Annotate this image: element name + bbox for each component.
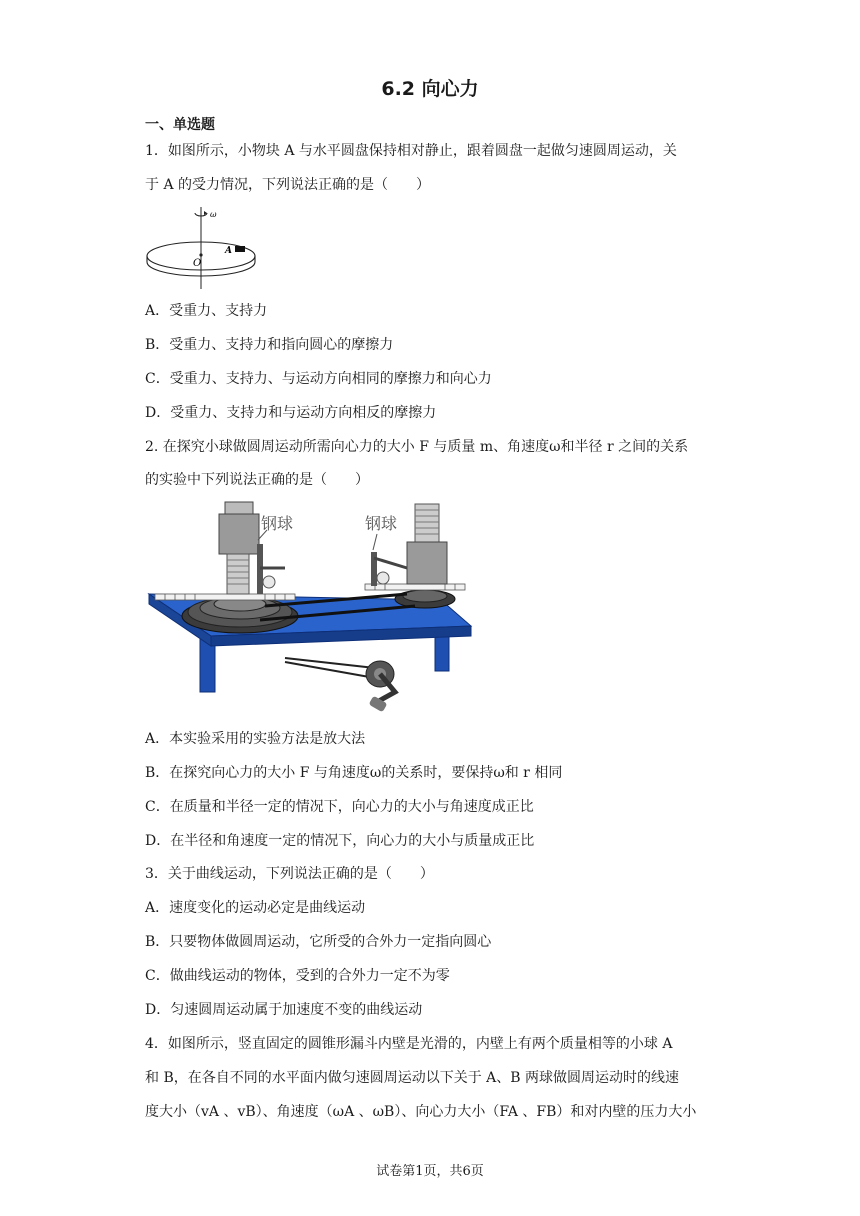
page-footer: 试卷第1页，共6页 [376,1164,484,1179]
q3-option-c: C．做曲线运动的物体，受到的合外力一定不为零 [145,968,450,984]
q2-apparatus-figure [145,496,475,714]
q2-option-a: A．本实验采用的实验方法是放大法 [145,731,366,747]
q2-stem-line1: 2. 在探究小球做圆周运动所需向心力的大小 F 与质量 m、角速度ω和半径 r 之间的关系 [145,439,689,455]
q1-option-a: A．受重力、支持力 [145,303,268,319]
section-heading: 一、单选题 [145,117,215,133]
q4-stem-line1: 4．如图所示，竖直固定的圆锥形漏斗内壁是光滑的，内壁上有两个质量相等的小球 A [145,1036,673,1052]
q3-option-a: A．速度变化的运动必定是曲线运动 [145,900,366,916]
q1-stem-line1: 1．如图所示，小物块 A 与水平圆盘保持相对静止，跟着圆盘一起做匀速圆周运动，关 [145,143,677,159]
q2-option-d: D．在半径和角速度一定的情况下，向心力的大小与质量成正比 [145,833,535,849]
q4-stem-line2: 和 B，在各自不同的水平面内做匀速圆周运动以下关于 A、B 两球做圆周运动时的线速 [145,1070,680,1086]
q2-stem-line2: 的实验中下列说法正确的是（ ） [145,472,369,488]
q1-option-b: B．受重力、支持力和指向圆心的摩擦力 [145,337,394,353]
block-a [235,246,245,252]
q2-option-c: C．在质量和半径一定的情况下，向心力的大小与角速度成正比 [145,799,534,815]
q1-stem-line2: 于 A 的受力情况，下列说法正确的是（ ） [145,177,431,193]
center-o-label: O [193,258,202,269]
q3-option-b: B．只要物体做圆周运动，它所受的合外力一定指向圆心 [145,934,492,950]
q3-option-d: D．匀速圆周运动属于加速度不变的曲线运动 [145,1002,423,1018]
q1-option-d: D．受重力、支持力和与运动方向相反的摩擦力 [145,405,437,421]
block-a-label: A [225,246,232,256]
q4-stem-line3: 度大小（vA 、vB）、角速度（ωA 、ωB）、向心力大小（FA 、FB）和对内壁的压力大小 [145,1104,697,1120]
steel-ball-label-left: 钢球 [261,514,294,533]
q2-option-b: B．在探究向心力的大小 F 与角速度ω的关系时，要保持ω和 r 相同 [145,765,563,781]
omega-label: ω [210,210,217,219]
q3-stem: 3．关于曲线运动，下列说法正确的是（ ） [145,866,434,882]
q1-disk-figure [143,203,273,291]
q1-option-c: C．受重力、支持力、与运动方向相同的摩擦力和向心力 [145,371,492,387]
page-title: 6.2 向心力 [381,78,479,100]
steel-ball-label-right: 钢球 [365,514,398,533]
